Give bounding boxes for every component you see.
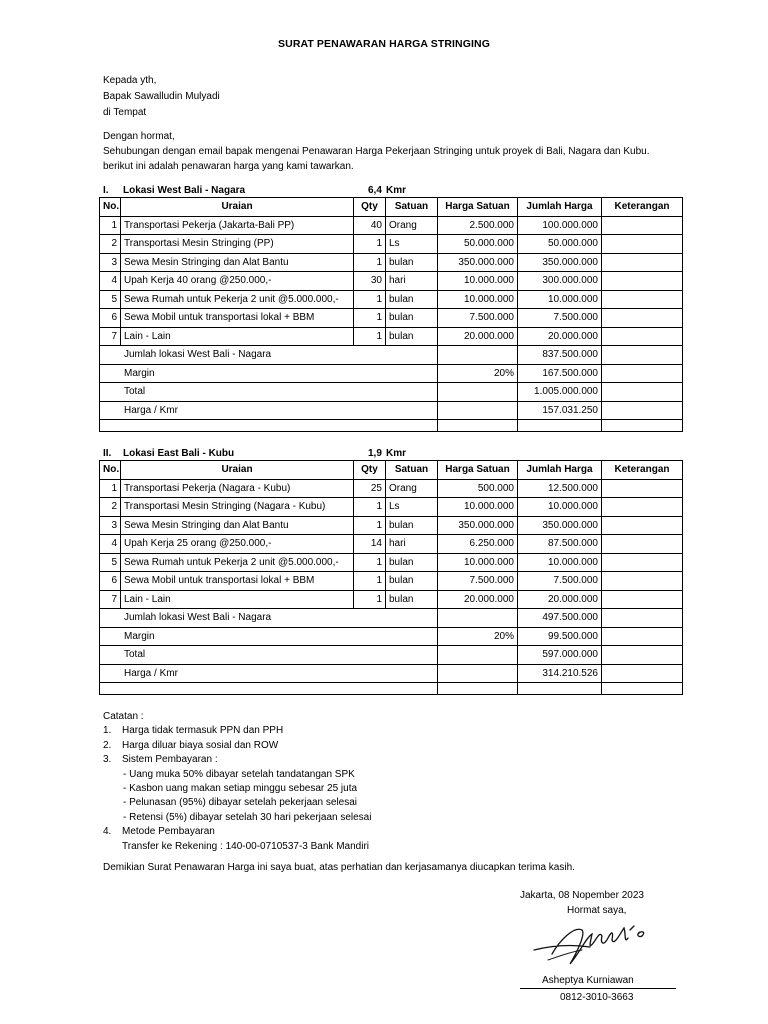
per-kmr-row — [100, 401, 683, 420]
cell-uraian: Transportasi Pekerja (Jakarta-Bali PP) — [121, 216, 354, 235]
intro-paragraph — [103, 129, 649, 174]
cell-harga: 10.000.000 — [438, 290, 518, 309]
margin-value: 167.500.000 — [518, 364, 602, 383]
note-text: Harga diluar biaya sosial dan ROW — [122, 739, 279, 751]
table-row — [100, 327, 683, 346]
empty-cell — [438, 420, 518, 432]
cell-jumlah: 12.500.000 — [518, 479, 602, 498]
cell-harga: 6.250.000 — [438, 535, 518, 554]
col-satuan: Satuan — [386, 461, 438, 480]
cell-keterangan — [602, 253, 683, 272]
cell-uraian: Lain - Lain — [121, 590, 354, 609]
empty-cell — [438, 401, 518, 420]
table-body-2 — [100, 479, 683, 695]
col-qty: Qty — [354, 198, 386, 217]
cell-jumlah: 87.500.000 — [518, 535, 602, 554]
cell-jumlah: 100.000.000 — [518, 216, 602, 235]
margin-pct: 20% — [438, 627, 518, 646]
greeting: Dengan hormat, — [103, 131, 175, 142]
note-subitem: - Retensi (5%) dibayar setelah 30 hari pekerjaan selesai — [123, 811, 372, 823]
table-header-row — [100, 198, 683, 217]
table-row — [100, 216, 683, 235]
cell-no: 4 — [100, 272, 121, 291]
cell-harga: 350.000.000 — [438, 516, 518, 535]
cell-no: 5 — [100, 290, 121, 309]
cell-qty: 1 — [354, 290, 386, 309]
cell-satuan: bulan — [386, 572, 438, 591]
note-number: 3. — [103, 754, 112, 766]
address-line: di Tempat — [103, 107, 147, 118]
col-keterangan: Keterangan — [602, 461, 683, 480]
table-row — [100, 479, 683, 498]
subtotal-label: Jumlah lokasi West Bali - Nagara — [100, 346, 438, 365]
cell-no: 4 — [100, 535, 121, 554]
table-row — [100, 253, 683, 272]
cell-keterangan — [602, 327, 683, 346]
cell-qty: 40 — [354, 216, 386, 235]
table-row — [100, 290, 683, 309]
cell-keterangan — [602, 290, 683, 309]
empty-cell — [438, 646, 518, 665]
section-unit: Kmr — [386, 185, 407, 196]
cell-jumlah: 7.500.000 — [518, 309, 602, 328]
cell-jumlah: 10.000.000 — [518, 290, 602, 309]
cell-jumlah: 10.000.000 — [518, 498, 602, 517]
empty-cell — [602, 346, 683, 365]
total-label: Total — [100, 383, 438, 402]
cell-keterangan — [602, 309, 683, 328]
cell-satuan: bulan — [386, 309, 438, 328]
table-row — [100, 235, 683, 254]
table-row — [100, 272, 683, 291]
recipient-address — [103, 73, 220, 121]
cell-uraian: Transportasi Mesin Stringing (PP) — [121, 235, 354, 254]
note-item — [103, 825, 371, 839]
cell-uraian: Sewa Mobil untuk transportasi lokal + BBM — [121, 572, 354, 591]
cell-uraian: Sewa Mesin Stringing dan Alat Bantu — [121, 516, 354, 535]
empty-cell — [602, 646, 683, 665]
empty-cell — [602, 420, 683, 432]
cell-satuan: bulan — [386, 327, 438, 346]
cell-keterangan — [602, 553, 683, 572]
cell-keterangan — [602, 216, 683, 235]
intro-line: berikut ini adalah penawaran harga yang kami tawarkan. — [103, 161, 354, 172]
price-table-1 — [99, 197, 683, 432]
cell-satuan: bulan — [386, 253, 438, 272]
empty-cell — [518, 683, 602, 695]
cell-satuan: Ls — [386, 235, 438, 254]
cell-satuan: bulan — [386, 590, 438, 609]
cell-uraian: Lain - Lain — [121, 327, 354, 346]
note-item — [103, 724, 371, 738]
cell-uraian: Sewa Rumah untuk Pekerja 2 unit @5.000.000,- — [121, 290, 354, 309]
empty-cell — [602, 383, 683, 402]
cell-satuan: bulan — [386, 553, 438, 572]
cell-harga: 10.000.000 — [438, 553, 518, 572]
subtotal-value: 837.500.000 — [518, 346, 602, 365]
cell-jumlah: 350.000.000 — [518, 253, 602, 272]
total-row — [100, 646, 683, 665]
empty-cell — [438, 346, 518, 365]
col-uraian: Uraian — [121, 198, 354, 217]
cell-uraian: Sewa Mobil untuk transportasi lokal + BBM — [121, 309, 354, 328]
cell-harga: 20.000.000 — [438, 327, 518, 346]
margin-label: Margin — [100, 364, 438, 383]
cell-no: 7 — [100, 590, 121, 609]
cell-uraian: Sewa Mesin Stringing dan Alat Bantu — [121, 253, 354, 272]
cell-uraian: Upah Kerja 25 orang @250.000,- — [121, 535, 354, 554]
total-value: 597.000.000 — [518, 646, 602, 665]
section-title: Lokasi East Bali - Kubu — [123, 448, 235, 459]
cell-jumlah: 20.000.000 — [518, 327, 602, 346]
note-subitem: - Uang muka 50% dibayar setelah tandatangan SPK — [123, 768, 355, 780]
cell-harga: 50.000.000 — [438, 235, 518, 254]
blank-row — [100, 683, 683, 695]
empty-cell — [602, 364, 683, 383]
cell-no: 2 — [100, 235, 121, 254]
cell-satuan: hari — [386, 535, 438, 554]
notes-heading: Catatan : — [103, 711, 144, 722]
cell-keterangan — [602, 272, 683, 291]
subtotal-value: 497.500.000 — [518, 609, 602, 628]
cell-satuan: bulan — [386, 290, 438, 309]
blank-row — [100, 420, 683, 432]
note-number: 4. — [103, 826, 112, 838]
empty-cell — [438, 664, 518, 683]
note-number: 2. — [103, 739, 112, 751]
cell-keterangan — [602, 535, 683, 554]
table-row — [100, 553, 683, 572]
cell-keterangan — [602, 235, 683, 254]
per-kmr-label: Harga / Kmr — [100, 664, 438, 683]
letter-title: SURAT PENAWARAN HARGA STRINGING — [278, 38, 490, 50]
signature-date: Jakarta, 08 Nopember 2023 — [520, 890, 644, 901]
col-keterangan: Keterangan — [602, 198, 683, 217]
cell-satuan: Orang — [386, 479, 438, 498]
empty-cell — [100, 683, 438, 695]
table-row — [100, 572, 683, 591]
col-harga-satuan: Harga Satuan — [438, 198, 518, 217]
cell-keterangan — [602, 498, 683, 517]
cell-satuan: Ls — [386, 498, 438, 517]
cell-qty: 25 — [354, 479, 386, 498]
intro-line: Sehubungan dengan email bapak mengenai Penawaran Harga Pekerjaan Stringing untuk proyek di Bali, Nagara dan Kubu. — [103, 146, 650, 157]
cell-no: 7 — [100, 327, 121, 346]
cell-keterangan — [602, 590, 683, 609]
cell-jumlah: 300.000.000 — [518, 272, 602, 291]
col-no: No. — [100, 198, 121, 217]
cell-no: 1 — [100, 479, 121, 498]
margin-value: 99.500.000 — [518, 627, 602, 646]
cell-jumlah: 50.000.000 — [518, 235, 602, 254]
section-unit: Kmr — [386, 448, 407, 459]
empty-cell — [438, 683, 518, 695]
subtotal-row — [100, 609, 683, 628]
signer-name: Asheptya Kurniawan — [542, 975, 634, 986]
cell-keterangan — [602, 516, 683, 535]
section-roman: I. — [103, 185, 109, 196]
empty-cell — [602, 627, 683, 646]
note-text: Harga tidak termasuk PPN dan PPH — [122, 725, 284, 737]
cell-harga: 7.500.000 — [438, 572, 518, 591]
col-harga-satuan: Harga Satuan — [438, 461, 518, 480]
section-roman: II. — [103, 448, 112, 459]
table-header-row — [100, 461, 683, 480]
cell-harga: 7.500.000 — [438, 309, 518, 328]
cell-satuan: bulan — [386, 516, 438, 535]
notes-section — [103, 710, 371, 854]
note-item — [103, 753, 371, 767]
empty-cell — [100, 420, 438, 432]
subtotal-row — [100, 346, 683, 365]
margin-row — [100, 627, 683, 646]
cell-no: 5 — [100, 553, 121, 572]
per-kmr-row — [100, 664, 683, 683]
empty-cell — [438, 383, 518, 402]
table-row — [100, 516, 683, 535]
cell-qty: 1 — [354, 309, 386, 328]
section-distance: 6,4 — [368, 185, 382, 196]
section-title: Lokasi West Bali - Nagara — [123, 185, 246, 196]
cell-no: 3 — [100, 253, 121, 272]
col-no: No. — [100, 461, 121, 480]
cell-keterangan — [602, 479, 683, 498]
price-table-2 — [99, 460, 683, 695]
section-distance: 1,9 — [368, 448, 382, 459]
cell-jumlah: 7.500.000 — [518, 572, 602, 591]
cell-qty: 1 — [354, 553, 386, 572]
table-row — [100, 590, 683, 609]
signature-greeting: Hormat saya, — [567, 905, 627, 916]
signer-phone: 0812-3010-3663 — [560, 992, 634, 1003]
empty-cell — [602, 609, 683, 628]
table-row — [100, 498, 683, 517]
note-text: Sistem Pembayaran : — [122, 754, 218, 766]
empty-cell — [518, 420, 602, 432]
cell-uraian: Upah Kerja 40 orang @250.000,- — [121, 272, 354, 291]
note-text: Metode Pembayaran — [122, 826, 215, 838]
cell-no: 3 — [100, 516, 121, 535]
cell-no: 6 — [100, 572, 121, 591]
cell-uraian: Transportasi Pekerja (Nagara - Kubu) — [121, 479, 354, 498]
empty-cell — [602, 401, 683, 420]
cell-no: 6 — [100, 309, 121, 328]
table-row — [100, 535, 683, 554]
cell-no: 2 — [100, 498, 121, 517]
cell-harga: 20.000.000 — [438, 590, 518, 609]
note-number: 1. — [103, 725, 112, 737]
total-value: 1.005.000.000 — [518, 383, 602, 402]
cell-jumlah: 10.000.000 — [518, 553, 602, 572]
note-subitem: Transfer ke Rekening : 140-00-0710537-3 Bank Mandiri — [122, 840, 369, 852]
cell-qty: 1 — [354, 235, 386, 254]
cell-harga: 2.500.000 — [438, 216, 518, 235]
per-kmr-value: 314.210.526 — [518, 664, 602, 683]
margin-label: Margin — [100, 627, 438, 646]
note-item — [103, 739, 371, 753]
address-line: Kepada yth, — [103, 75, 157, 86]
cell-qty: 1 — [354, 253, 386, 272]
margin-row — [100, 364, 683, 383]
cell-qty: 1 — [354, 572, 386, 591]
subtotal-label: Jumlah lokasi West Bali - Nagara — [100, 609, 438, 628]
col-jumlah-harga: Jumlah Harga — [518, 198, 602, 217]
cell-qty: 1 — [354, 327, 386, 346]
cell-qty: 1 — [354, 516, 386, 535]
cell-qty: 14 — [354, 535, 386, 554]
col-qty: Qty — [354, 461, 386, 480]
cell-jumlah: 350.000.000 — [518, 516, 602, 535]
cell-qty: 1 — [354, 498, 386, 517]
cell-harga: 500.000 — [438, 479, 518, 498]
cell-uraian: Sewa Rumah untuk Pekerja 2 unit @5.000.000,- — [121, 553, 354, 572]
cell-uraian: Transportasi Mesin Stringing (Nagara - Kubu) — [121, 498, 354, 517]
total-label: Total — [100, 646, 438, 665]
cell-qty: 1 — [354, 590, 386, 609]
empty-cell — [438, 609, 518, 628]
cell-keterangan — [602, 572, 683, 591]
cell-no: 1 — [100, 216, 121, 235]
table-body-1 — [100, 216, 683, 432]
note-subitem: - Pelunasan (95%) dibayar setelah pekerjaan selesai — [123, 797, 358, 809]
closing-statement: Demikian Surat Penawaran Harga ini saya buat, atas perhatian dan kerjasamanya diucapkan terima kasih. — [103, 862, 575, 873]
cell-satuan: Orang — [386, 216, 438, 235]
col-jumlah-harga: Jumlah Harga — [518, 461, 602, 480]
cell-satuan: hari — [386, 272, 438, 291]
margin-pct: 20% — [438, 364, 518, 383]
empty-cell — [602, 683, 683, 695]
handwritten-signature — [530, 920, 660, 972]
empty-cell — [602, 664, 683, 683]
table-row — [100, 309, 683, 328]
address-line: Bapak Sawalludin Mulyadi — [103, 91, 220, 102]
signature-underline — [520, 988, 676, 989]
col-uraian: Uraian — [121, 461, 354, 480]
per-kmr-label: Harga / Kmr — [100, 401, 438, 420]
cell-jumlah: 20.000.000 — [518, 590, 602, 609]
cell-harga: 10.000.000 — [438, 498, 518, 517]
cell-harga: 10.000.000 — [438, 272, 518, 291]
per-kmr-value: 157.031.250 — [518, 401, 602, 420]
note-subitem: - Kasbon uang makan setiap minggu sebesar 25 juta — [123, 783, 358, 795]
col-satuan: Satuan — [386, 198, 438, 217]
total-row — [100, 383, 683, 402]
cell-qty: 30 — [354, 272, 386, 291]
cell-harga: 350.000.000 — [438, 253, 518, 272]
